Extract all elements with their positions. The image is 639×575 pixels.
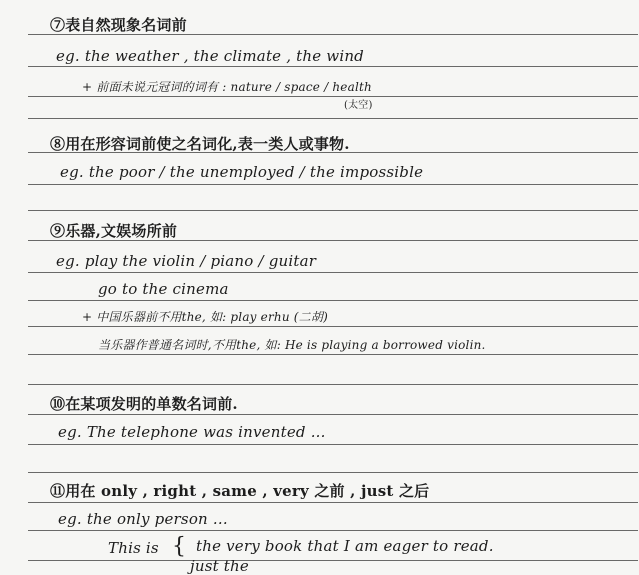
section-9-example-2: go to the cinema bbox=[98, 280, 229, 298]
section-9-note-2: 当乐器作普通名词时,不用the, 如: He is playing a borrowed violin. bbox=[98, 338, 486, 352]
section-8-heading: ⑧用在形容词前使之名词化,表一类人或事物. bbox=[50, 135, 350, 153]
section-11-line2-b: just the bbox=[190, 557, 249, 575]
section-7-heading: ⑦表自然现象名词前 bbox=[50, 16, 187, 34]
ruled-line bbox=[28, 300, 638, 301]
section-9-heading: ⑨乐器,文娱场所前 bbox=[50, 222, 178, 240]
section-7-example: eg. the weather , the climate , the wind bbox=[56, 47, 364, 65]
section-11-example: eg. the only person ... bbox=[58, 510, 228, 528]
ruled-line bbox=[28, 210, 638, 211]
ruled-line bbox=[28, 414, 638, 415]
section-10-example: eg. The telephone was invented ... bbox=[58, 423, 326, 441]
ruled-line bbox=[28, 354, 638, 355]
ruled-line bbox=[28, 184, 638, 185]
ruled-line bbox=[28, 560, 638, 561]
ruled-line bbox=[28, 444, 638, 445]
ruled-line bbox=[28, 502, 638, 503]
ruled-line bbox=[28, 272, 638, 273]
ruled-line bbox=[28, 66, 638, 67]
section-11-line2-prefix: This is bbox=[108, 539, 159, 557]
section-11-heading: ⑪用在 only , right , same , very 之前 , just 之后 bbox=[50, 482, 430, 500]
section-9-example: eg. play the violin / piano / guitar bbox=[56, 252, 317, 270]
ruled-line bbox=[28, 118, 638, 119]
section-8-example: eg. the poor / the unemployed / the impossible bbox=[60, 163, 424, 181]
section-9-note: + 中国乐器前不用the, 如: play erhu (二胡) bbox=[82, 310, 328, 324]
ruled-line bbox=[28, 96, 638, 97]
section-7-note: + 前面未说元冠词的词有 : nature / space / health bbox=[82, 80, 372, 94]
section-10-heading: ⑩在某项发明的单数名词前. bbox=[50, 395, 238, 413]
ruled-line bbox=[28, 326, 638, 327]
section-11-line2-a: the very book that I am eager to read. bbox=[196, 537, 494, 555]
ruled-line bbox=[28, 530, 638, 531]
section-7-note-sub: (太空) bbox=[344, 100, 373, 111]
brace-mark: { bbox=[172, 534, 186, 559]
ruled-line bbox=[28, 384, 638, 385]
ruled-line bbox=[28, 472, 638, 473]
